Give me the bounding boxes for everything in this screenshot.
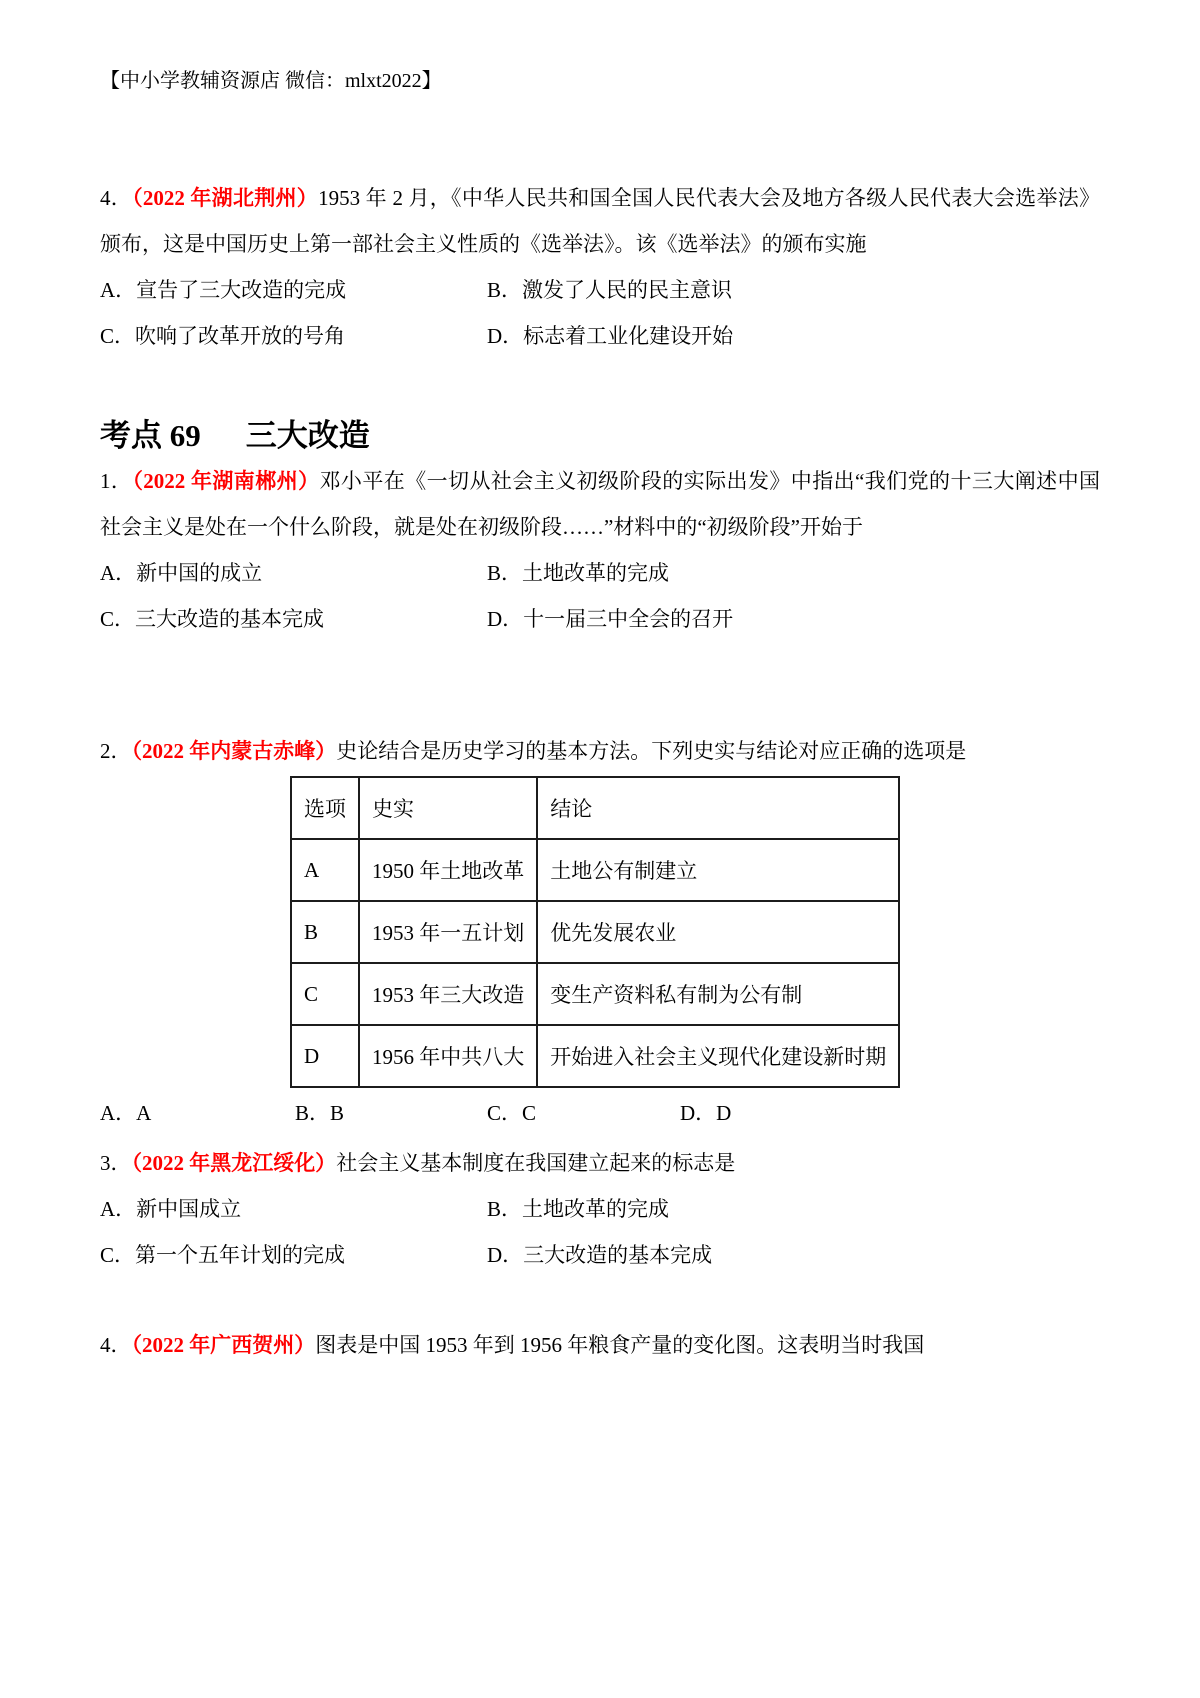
option-label: D． xyxy=(487,1243,524,1267)
question-line-1 xyxy=(100,1140,1100,1186)
table-cell: C xyxy=(291,963,359,1025)
question-text: 史论结合是历史学习的基本方法。下列史实与结论对应正确的选项是 xyxy=(336,739,967,763)
options-row-ab xyxy=(100,550,1100,596)
watermark-text: 【中小学教辅资源店 微信：mlxt2022】 xyxy=(100,70,442,92)
table-cell: D xyxy=(291,1025,359,1087)
table-cell: 变生产资料私有制为公有制 xyxy=(537,963,899,1025)
question-3 xyxy=(100,1140,1100,1278)
section-title: 三大改造 xyxy=(245,418,370,453)
option-d xyxy=(487,1232,1100,1278)
question-line-2 xyxy=(100,221,1100,267)
table-row xyxy=(291,839,899,901)
table-cell: 1953 年一五计划 xyxy=(359,901,537,963)
table-row xyxy=(291,963,899,1025)
table-cell: 土地公有制建立 xyxy=(537,839,899,901)
option-text: 新中国的成立 xyxy=(136,561,263,585)
option-a xyxy=(100,1186,487,1232)
question-2 xyxy=(100,728,1100,1136)
option-text: D xyxy=(716,1101,732,1125)
question-text: 邓小平在《一切从社会主义初级阶段的实际出发》中指出“我们党的十三大阐述中国 xyxy=(319,469,1101,493)
option-c xyxy=(487,1090,680,1136)
table-header-cell: 选项 xyxy=(291,777,359,839)
question-source-tag: （2022 年湖南郴州） xyxy=(132,469,320,493)
options-row-cd xyxy=(100,1232,1100,1278)
option-text: 土地改革的完成 xyxy=(522,1197,670,1221)
table-header-cell: 结论 xyxy=(537,777,899,839)
option-label: A． xyxy=(100,1197,137,1221)
table-cell: 优先发展农业 xyxy=(537,901,899,963)
table-cell: 1950 年土地改革 xyxy=(359,839,537,901)
table-header-row xyxy=(291,777,899,839)
option-c xyxy=(100,596,487,642)
option-text: 新中国成立 xyxy=(136,1197,242,1221)
option-label: B． xyxy=(487,1197,523,1221)
option-c xyxy=(100,313,487,359)
options-row-abcd xyxy=(100,1090,1100,1136)
option-label: A． xyxy=(100,561,137,585)
section-heading xyxy=(100,414,1100,458)
question-number: 1． xyxy=(100,469,133,493)
options-row-cd xyxy=(100,596,1100,642)
option-text: 宣告了三大改造的完成 xyxy=(136,278,347,302)
option-b xyxy=(295,1090,487,1136)
table-row xyxy=(291,1025,899,1087)
question-line-1 xyxy=(100,458,1100,504)
question-text: 图表是中国 1953 年到 1956 年粮食产量的变化图。这表明当时我国 xyxy=(315,1333,925,1357)
question-number: 3． xyxy=(100,1151,132,1175)
option-label: A． xyxy=(100,1101,137,1125)
option-label: B． xyxy=(487,561,523,585)
option-b xyxy=(487,1186,1100,1232)
question-source-tag: （2022 年广西贺州） xyxy=(131,1333,316,1357)
option-label: C． xyxy=(100,1243,136,1267)
option-label: C． xyxy=(100,324,136,348)
option-label: C． xyxy=(100,607,136,631)
option-a xyxy=(100,1090,295,1136)
option-b xyxy=(487,267,1100,313)
question-prev-4 xyxy=(100,175,1100,359)
table-cell: B xyxy=(291,901,359,963)
option-b xyxy=(487,550,1100,596)
option-a xyxy=(100,267,487,313)
option-label: B． xyxy=(295,1101,331,1125)
option-label: D． xyxy=(487,607,524,631)
fact-conclusion-table xyxy=(290,776,900,1088)
option-text: 三大改造的基本完成 xyxy=(523,1243,713,1267)
table-cell: A xyxy=(291,839,359,901)
option-text: B xyxy=(330,1101,345,1125)
option-label: B． xyxy=(487,278,523,302)
section-label: 考点 69 xyxy=(100,418,201,453)
question-line-1 xyxy=(100,728,1100,774)
question-text: 社会主义基本制度在我国建立起来的标志是 xyxy=(336,1151,736,1175)
question-source-tag: （2022 年湖北荆州） xyxy=(132,186,319,210)
question-text: 1953 年 2 月，《中华人民共和国全国人民代表大会及地方各级人民代表大会选举法》 xyxy=(318,186,1101,210)
question-1 xyxy=(100,458,1100,642)
option-d xyxy=(680,1090,1100,1136)
table-header-cell: 史实 xyxy=(359,777,537,839)
question-number: 4． xyxy=(100,1333,132,1357)
table-row xyxy=(291,901,899,963)
question-line-1 xyxy=(100,1322,1100,1368)
option-text: 吹响了改革开放的号角 xyxy=(135,324,346,348)
option-d xyxy=(487,313,1100,359)
option-d xyxy=(487,596,1100,642)
table-cell: 开始进入社会主义现代化建设新时期 xyxy=(537,1025,899,1087)
option-text: 标志着工业化建设开始 xyxy=(523,324,734,348)
option-c xyxy=(100,1232,487,1278)
option-label: C． xyxy=(487,1101,523,1125)
options-row-cd xyxy=(100,313,1100,359)
option-text: 三大改造的基本完成 xyxy=(135,607,325,631)
question-line-2 xyxy=(100,504,1100,550)
option-text: 十一届三中全会的召开 xyxy=(523,607,734,631)
table-cell: 1953 年三大改造 xyxy=(359,963,537,1025)
question-text: 社会主义是处在一个什么阶段，就是处在初级阶段……”材料中的“初级阶段”开始于 xyxy=(100,515,863,539)
question-4 xyxy=(100,1322,1100,1368)
question-number: 4． xyxy=(100,186,133,210)
question-text: 颁布，这是中国历史上第一部社会主义性质的《选举法》。该《选举法》的颁布实施 xyxy=(100,232,867,256)
options-row-ab xyxy=(100,1186,1100,1232)
option-text: C xyxy=(522,1101,537,1125)
options-row-ab xyxy=(100,267,1100,313)
option-a xyxy=(100,550,487,596)
option-label: D． xyxy=(487,324,524,348)
question-number: 2． xyxy=(100,739,132,763)
option-label: A． xyxy=(100,278,137,302)
question-source-tag: （2022 年黑龙江绥化） xyxy=(131,1151,337,1175)
question-line-1 xyxy=(100,175,1100,221)
option-text: 第一个五年计划的完成 xyxy=(135,1243,346,1267)
option-text: 土地改革的完成 xyxy=(522,561,670,585)
option-text: 激发了人民的民主意识 xyxy=(522,278,733,302)
option-text: A xyxy=(136,1101,152,1125)
question-source-tag: （2022 年内蒙古赤峰） xyxy=(131,739,337,763)
watermark-header xyxy=(100,0,1100,93)
option-label: D． xyxy=(680,1101,717,1125)
table-cell: 1956 年中共八大 xyxy=(359,1025,537,1087)
